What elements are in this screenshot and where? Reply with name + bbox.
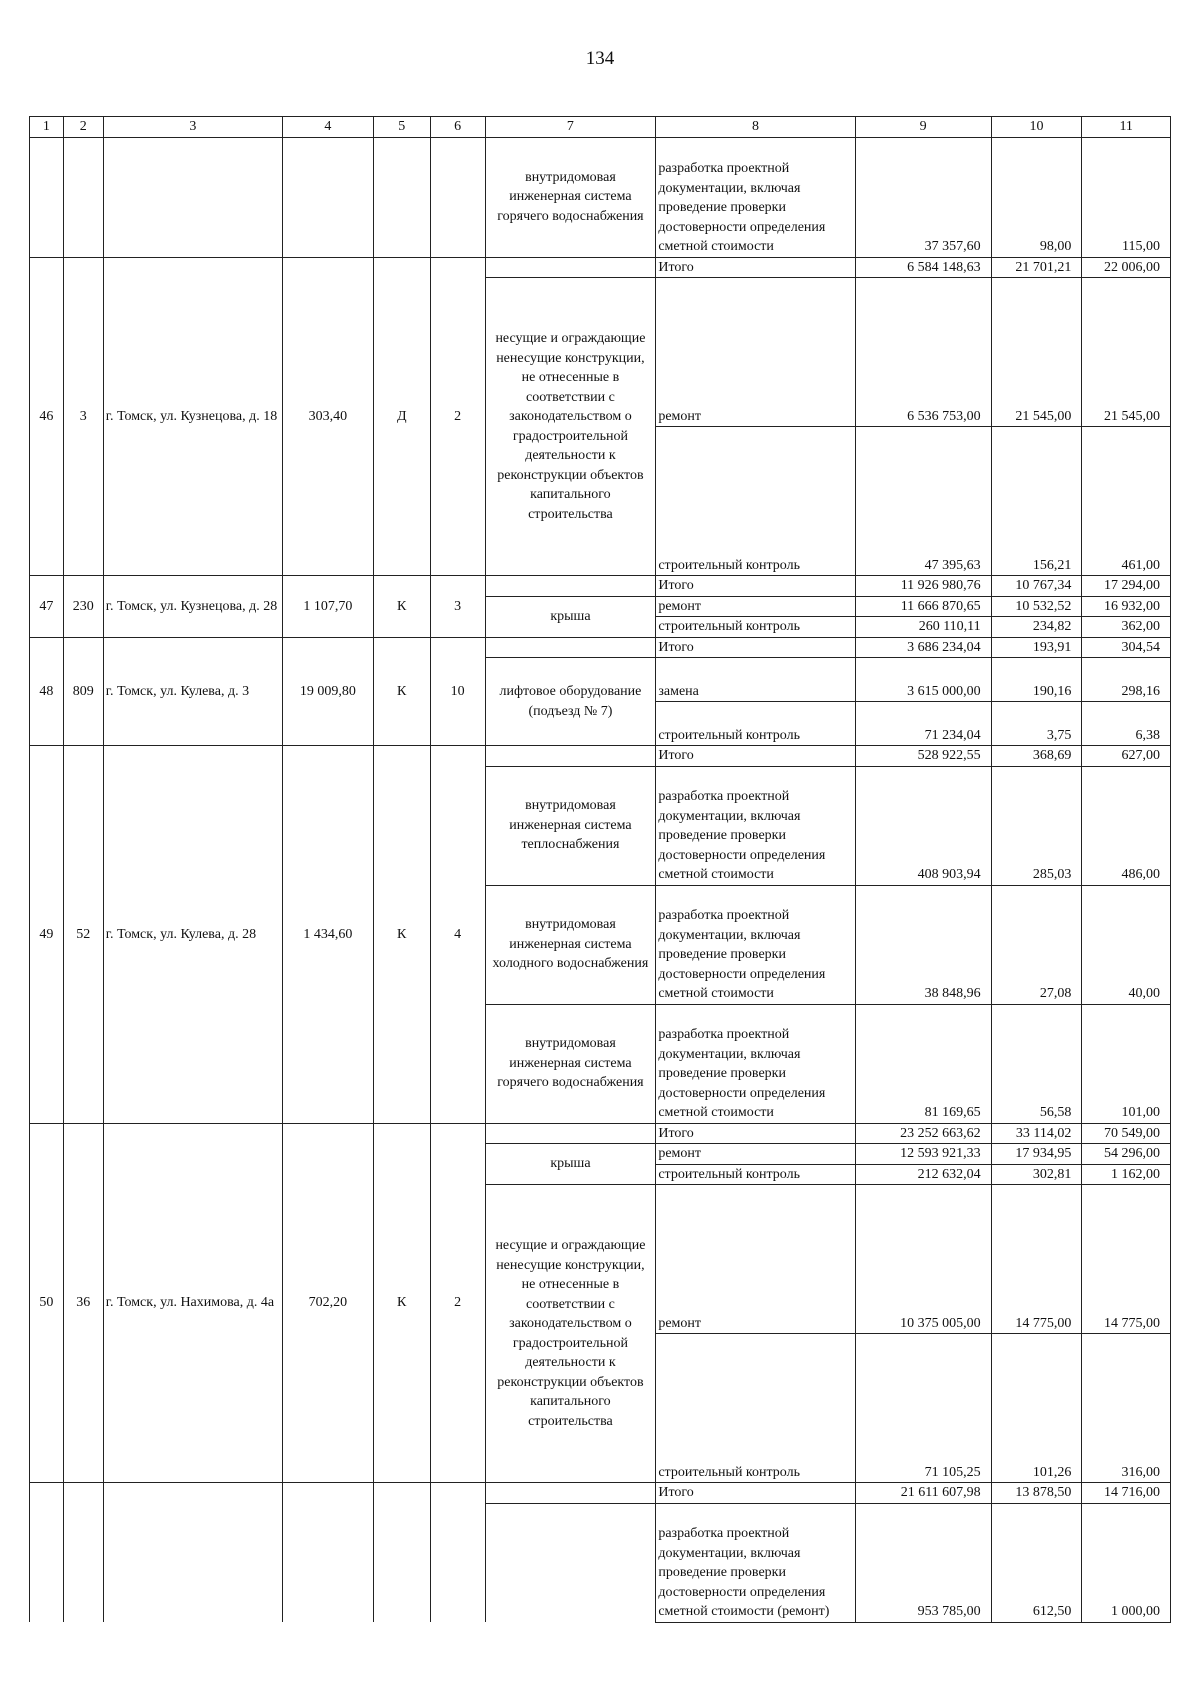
value-cell: 23 252 663,62 [855,1123,991,1144]
value-cell: 98,00 [991,137,1082,257]
value-cell: 3 615 000,00 [855,658,991,702]
value-cell: 486,00 [1082,766,1171,885]
work-cell: ремонт [656,1185,855,1334]
value-cell: 17 934,95 [991,1144,1082,1165]
header-cell: 3 [103,117,282,138]
value-cell: 10 375 005,00 [855,1185,991,1334]
row-number: 49 [30,746,64,1124]
building-id: 52 [63,746,103,1124]
work-cell: разработка проектной документации, включая проведение проверки достоверности определения сметной стоимости (ремонт) [656,1503,855,1622]
total-label: Итого [656,637,855,658]
header-cell: 5 [373,117,430,138]
value-cell: 156,21 [991,427,1082,576]
row-number: 46 [30,257,64,576]
value-cell: 627,00 [1082,746,1171,767]
value-cell: 953 785,00 [855,1503,991,1622]
system-cell: внутридомовая инженерная система теплоснабжения [485,766,656,885]
building-id: 809 [63,637,103,746]
area-cell: 702,20 [283,1123,374,1483]
header-cell: 2 [63,117,103,138]
work-cell: замена [656,658,855,702]
system-cell: внутридомовая инженерная система горячего водоснабжения [485,1004,656,1123]
value-cell: 260 110,11 [855,617,991,638]
page-number: 134 [585,48,615,69]
col6-cell: 4 [430,746,485,1124]
value-cell: 193,91 [991,637,1082,658]
value-cell: 56,58 [991,1004,1082,1123]
col6-cell: 2 [430,1123,485,1483]
header-cell: 7 [485,117,656,138]
work-cell: разработка проектной документации, включая проведение проверки достоверности определения сметной стоимости [656,766,855,885]
col6-cell: 3 [430,576,485,638]
work-cell: строительный контроль [656,1334,855,1483]
area-cell: 1 434,60 [283,746,374,1124]
value-cell: 71 105,25 [855,1334,991,1483]
type-cell: К [373,637,430,746]
value-cell: 101,26 [991,1334,1082,1483]
type-cell: К [373,746,430,1124]
value-cell: 285,03 [991,766,1082,885]
type-cell: Д [373,257,430,576]
value-cell: 11 926 980,76 [855,576,991,597]
value-cell: 302,81 [991,1164,1082,1185]
row-number: 48 [30,637,64,746]
table-row [30,1123,1171,1144]
work-cell: разработка проектной документации, включая проведение проверки достоверности определения сметной стоимости [656,1004,855,1123]
table-row [30,1483,1171,1504]
value-cell: 3,75 [991,702,1082,746]
address-cell: г. Томск, ул. Кулева, д. 3 [103,637,282,746]
total-label: Итого [656,746,855,767]
value-cell: 22 006,00 [1082,257,1171,278]
value-cell: 21 545,00 [991,278,1082,427]
total-label: Итого [656,1483,855,1504]
table-row [30,257,1171,278]
col6-cell: 2 [430,257,485,576]
value-cell: 70 549,00 [1082,1123,1171,1144]
row-number: 47 [30,576,64,638]
value-cell: 71 234,04 [855,702,991,746]
value-cell: 14 716,00 [1082,1483,1171,1504]
value-cell: 16 932,00 [1082,596,1171,617]
table-row [30,576,1171,597]
work-cell: ремонт [656,596,855,617]
value-cell: 368,69 [991,746,1082,767]
building-id: 3 [63,257,103,576]
value-cell: 6 536 753,00 [855,278,991,427]
value-cell: 12 593 921,33 [855,1144,991,1165]
system-cell: внутридомовая инженерная система холодного водоснабжения [485,885,656,1004]
value-cell: 528 922,55 [855,746,991,767]
value-cell: 47 395,63 [855,427,991,576]
value-cell: 17 294,00 [1082,576,1171,597]
total-label: Итого [656,576,855,597]
work-cell: строительный контроль [656,427,855,576]
area-cell: 1 107,70 [283,576,374,638]
value-cell: 461,00 [1082,427,1171,576]
type-cell: К [373,1123,430,1483]
header-cell: 1 [30,117,64,138]
header-row [30,117,1171,138]
system-cell: крыша [485,1144,656,1185]
work-cell: строительный контроль [656,1164,855,1185]
value-cell: 14 775,00 [991,1185,1082,1334]
value-cell: 3 686 234,04 [855,637,991,658]
col6-cell: 10 [430,637,485,746]
header-cell: 10 [991,117,1082,138]
value-cell: 101,00 [1082,1004,1171,1123]
value-cell: 115,00 [1082,137,1171,257]
address-cell: г. Томск, ул. Кузнецова, д. 18 [103,257,282,576]
value-cell: 6 584 148,63 [855,257,991,278]
value-cell: 13 878,50 [991,1483,1082,1504]
value-cell: 21 701,21 [991,257,1082,278]
header-cell: 11 [1082,117,1171,138]
type-cell: К [373,576,430,638]
value-cell: 190,16 [991,658,1082,702]
capital-repair-table [29,116,1171,1623]
value-cell: 81 169,65 [855,1004,991,1123]
value-cell: 14 775,00 [1082,1185,1171,1334]
header-cell: 6 [430,117,485,138]
address-cell: г. Томск, ул. Нахимова, д. 4а [103,1123,282,1483]
value-cell: 10 532,52 [991,596,1082,617]
value-cell: 38 848,96 [855,885,991,1004]
system-cell: несущие и ограждающие ненесущие конструкции, не отнесенные в соответствии с законодательством о градостроительной деятельности к реконструкции объектов капитального строительства [485,278,656,576]
value-cell: 33 114,02 [991,1123,1082,1144]
header-cell: 4 [283,117,374,138]
work-cell: ремонт [656,278,855,427]
value-cell: 11 666 870,65 [855,596,991,617]
work-cell: строительный контроль [656,617,855,638]
work-cell: строительный контроль [656,702,855,746]
work-cell: разработка проектной документации, включая проведение проверки достоверности определения сметной стоимости [656,137,855,257]
value-cell: 10 767,34 [991,576,1082,597]
work-cell: разработка проектной документации, включая проведение проверки достоверности определения сметной стоимости [656,885,855,1004]
value-cell: 21 611 607,98 [855,1483,991,1504]
area-cell: 303,40 [283,257,374,576]
value-cell: 304,54 [1082,637,1171,658]
total-label: Итого [656,257,855,278]
value-cell: 612,50 [991,1503,1082,1622]
value-cell: 362,00 [1082,617,1171,638]
value-cell: 27,08 [991,885,1082,1004]
table-row [30,746,1171,767]
value-cell: 21 545,00 [1082,278,1171,427]
building-id: 230 [63,576,103,638]
address-cell: г. Томск, ул. Кулева, д. 28 [103,746,282,1124]
value-cell: 234,82 [991,617,1082,638]
table-row [30,137,1171,257]
system-cell: внутридомовая инженерная система горячего водоснабжения [485,137,656,257]
system-cell: несущие и ограждающие ненесущие конструкции, не отнесенные в соответствии с законодательством о градостроительной деятельности к реконструкции объектов капитального строительства [485,1185,656,1483]
value-cell: 54 296,00 [1082,1144,1171,1165]
building-id: 36 [63,1123,103,1483]
work-cell: ремонт [656,1144,855,1165]
value-cell: 1 000,00 [1082,1503,1171,1622]
value-cell: 1 162,00 [1082,1164,1171,1185]
table-row [30,637,1171,658]
area-cell: 19 009,80 [283,637,374,746]
header-cell: 9 [855,117,991,138]
system-cell: крыша [485,596,656,637]
row-number: 50 [30,1123,64,1483]
value-cell: 212 632,04 [855,1164,991,1185]
value-cell: 298,16 [1082,658,1171,702]
value-cell: 408 903,94 [855,766,991,885]
value-cell: 6,38 [1082,702,1171,746]
system-cell: лифтовое оборудование (подъезд № 7) [485,658,656,746]
value-cell: 316,00 [1082,1334,1171,1483]
total-label: Итого [656,1123,855,1144]
value-cell: 40,00 [1082,885,1171,1004]
header-cell: 8 [656,117,855,138]
value-cell: 37 357,60 [855,137,991,257]
address-cell: г. Томск, ул. Кузнецова, д. 28 [103,576,282,638]
